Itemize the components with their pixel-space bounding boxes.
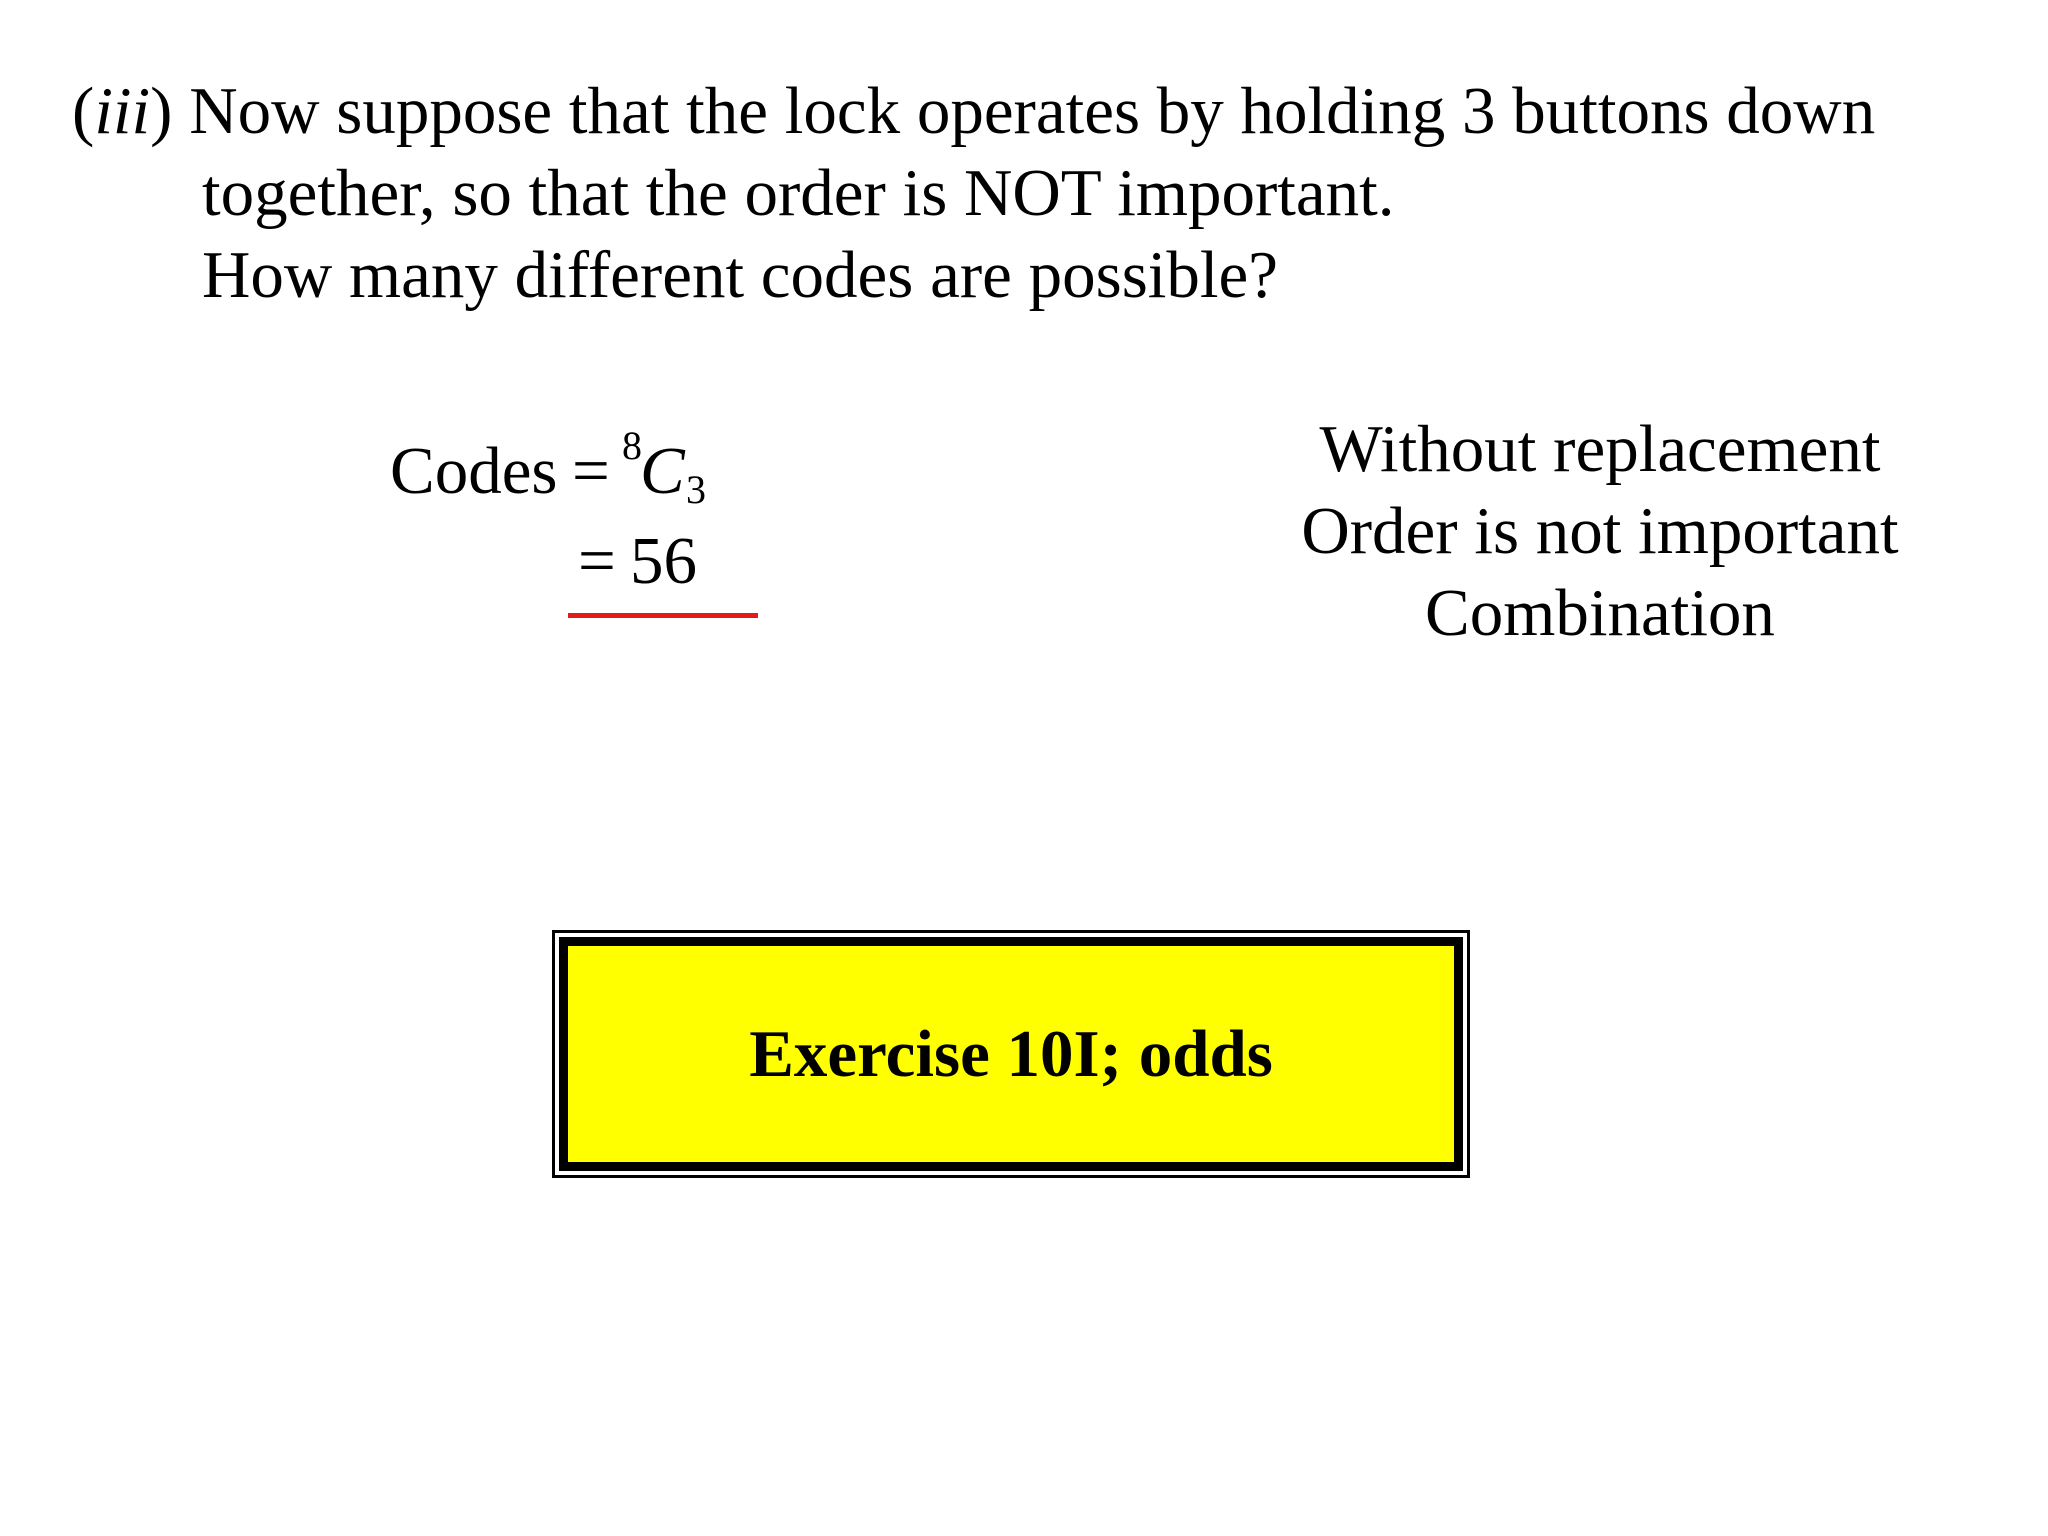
method-notes [1220, 408, 1980, 654]
working-equation [390, 423, 870, 660]
equals-sign-2: = [578, 524, 616, 598]
open-paren: ( [72, 74, 95, 148]
note-without-replacement: Without replacement [1319, 412, 1881, 486]
exercise-box-inner [559, 937, 1463, 1171]
exercise-label: Exercise 10I; odds [749, 1016, 1273, 1091]
note-order: Order is not important [1301, 494, 1899, 568]
answer-underline [568, 613, 758, 618]
question-line-2: together, so that the order is NOT important. [202, 156, 1395, 230]
question-line-3: How many different codes are possible? [202, 238, 1278, 312]
combination-symbol: C [640, 434, 685, 508]
combination-r: 3 [686, 467, 706, 512]
exercise-box [552, 930, 1470, 1178]
combination-n: 8 [622, 423, 642, 468]
question-line-1 [72, 70, 2012, 152]
close-paren: ) [150, 74, 173, 148]
question-line-1-text: Now suppose that the lock operates by holding 3 buttons down [172, 74, 1876, 148]
equals-sign: = [572, 434, 610, 508]
question-text [72, 70, 2012, 316]
codes-label: Codes [390, 434, 558, 508]
note-combination: Combination [1425, 576, 1775, 650]
result-value: 56 [630, 524, 697, 598]
roman-numeral: iii [94, 74, 151, 148]
